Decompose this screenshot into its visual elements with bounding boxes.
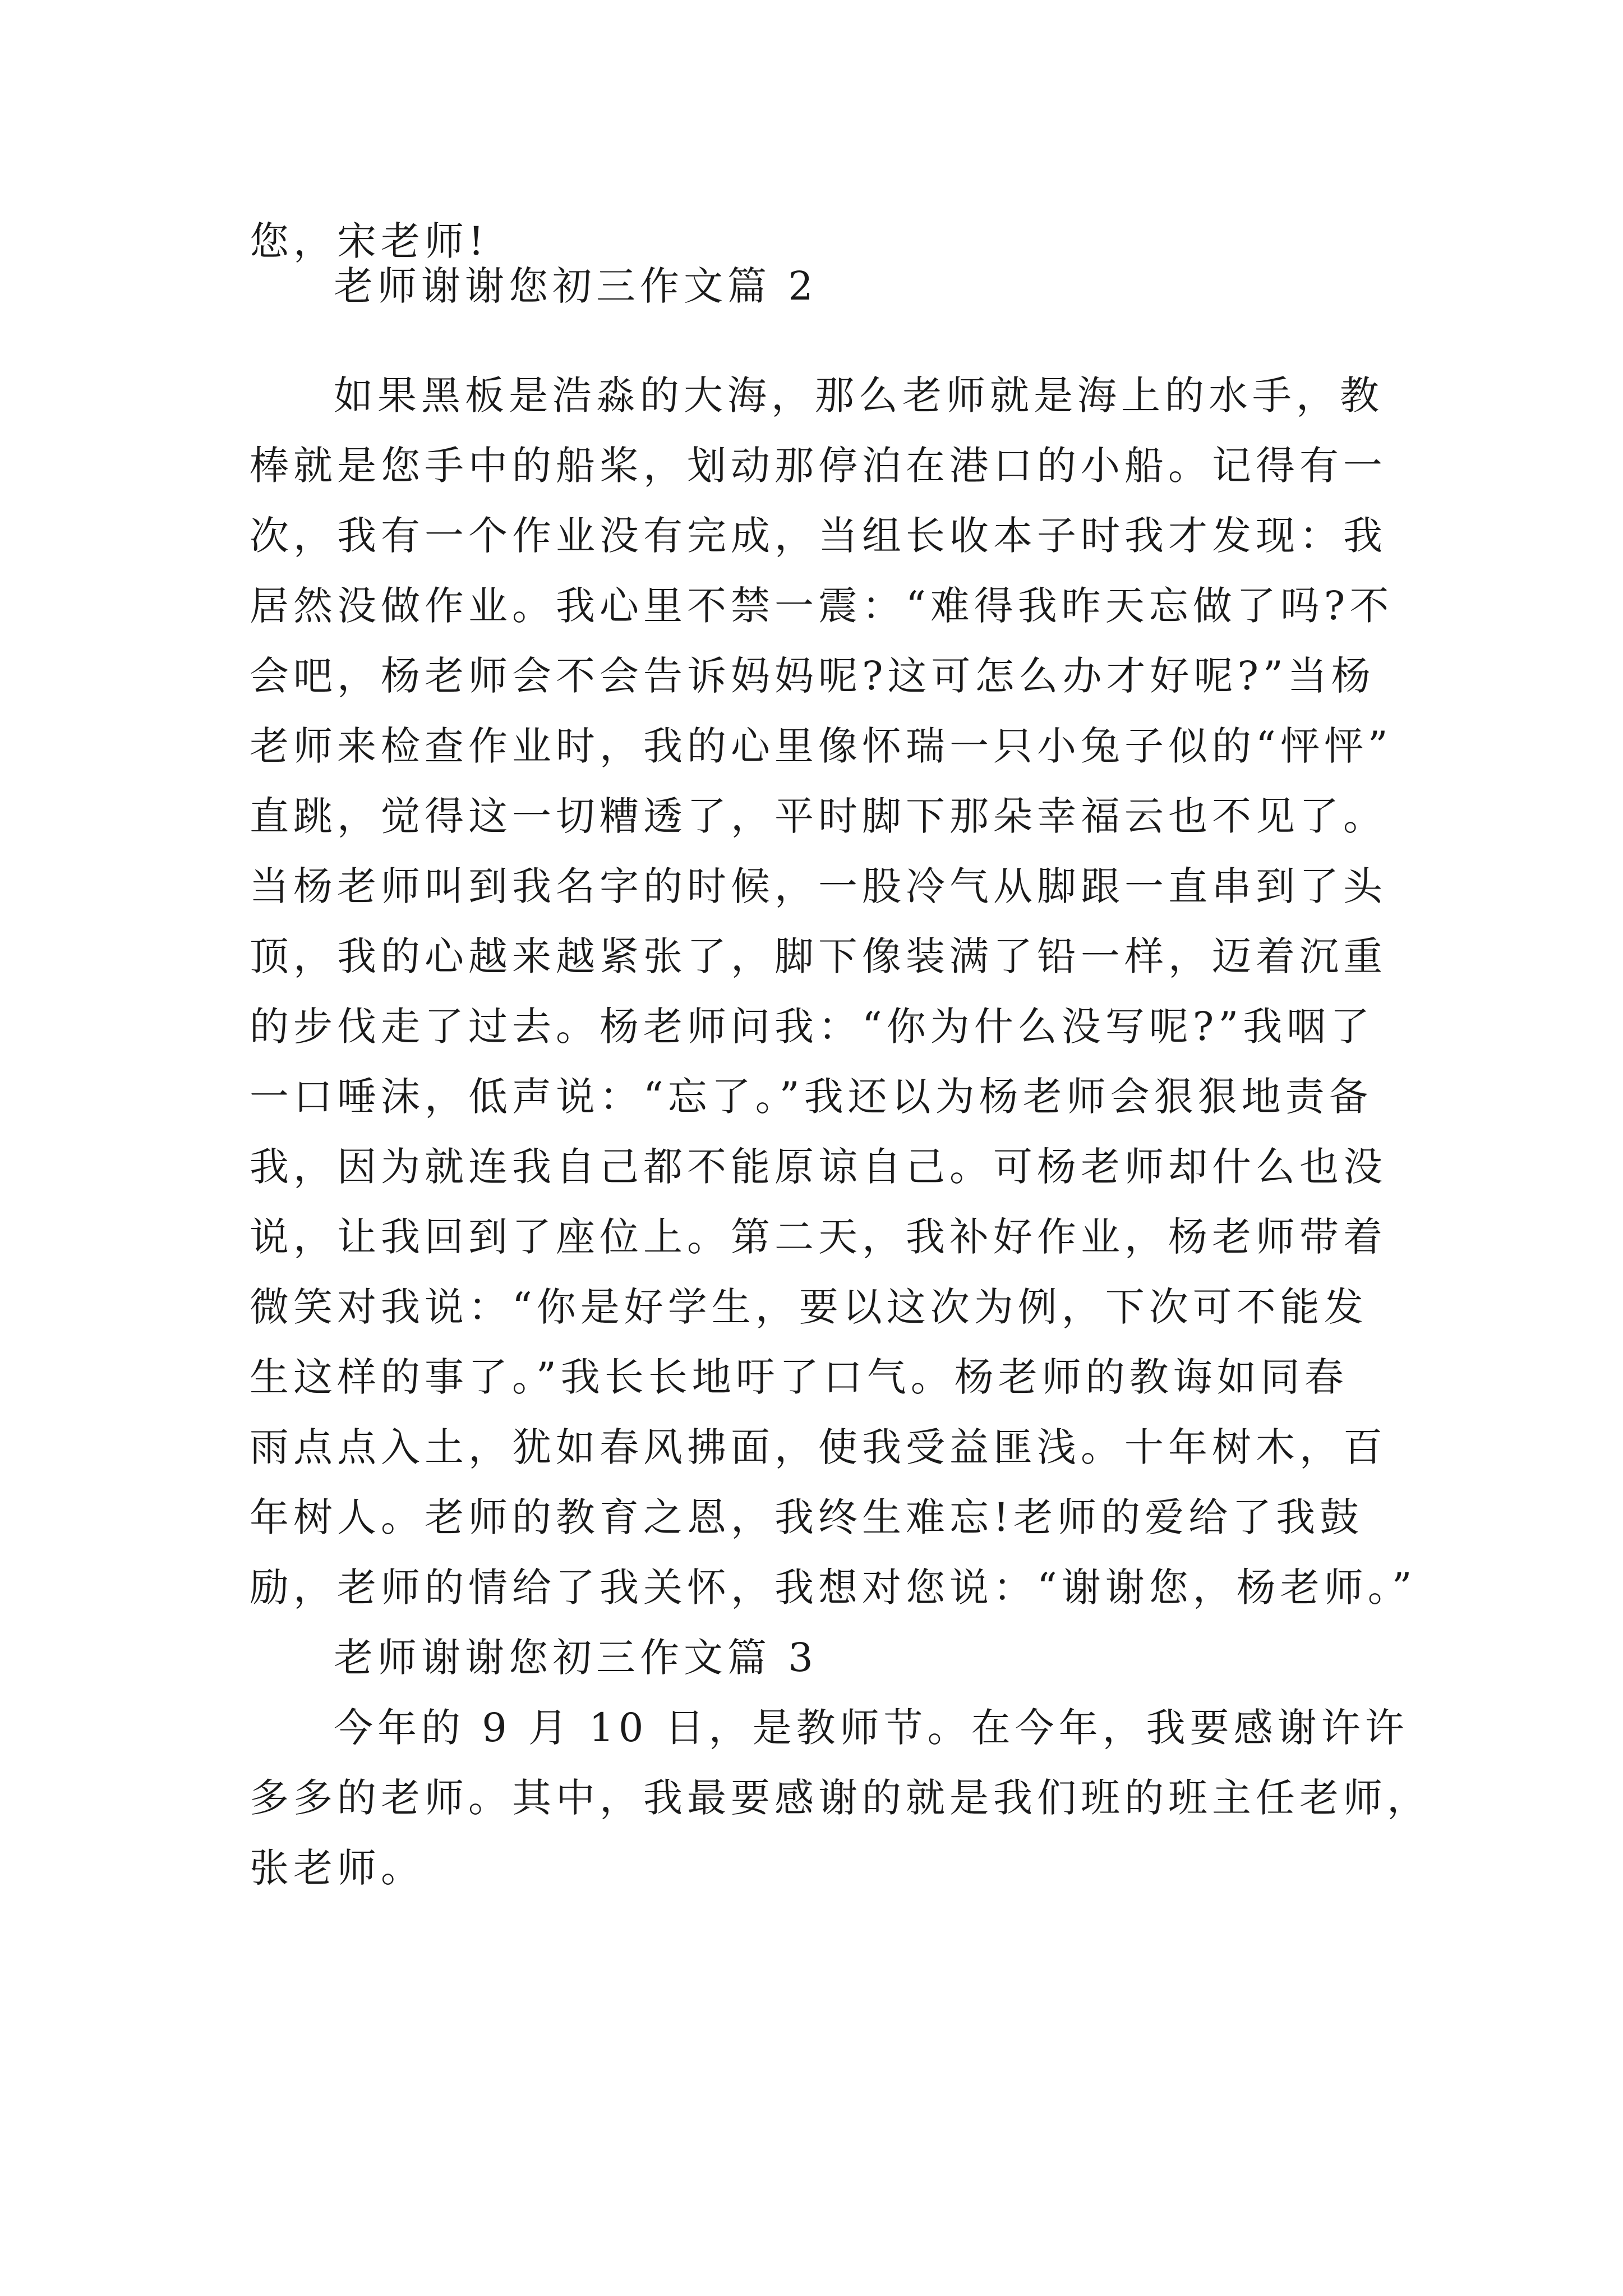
paragraph-first-line: 如果黑板是浩淼的大海，那么老师就是海上的水手，教 bbox=[334, 372, 1384, 418]
text-line: 顶，我的心越来越紧张了，脚下像装满了铅一样，迈着沉重 bbox=[250, 933, 1387, 979]
text-line: 的步伐走了过去。杨老师问我：“你为什么没写呢?”我咽了 bbox=[250, 1004, 1375, 1050]
text-line: 老师来检查作业时，我的心里像怀瑞一只小兔子似的“怦怦” bbox=[250, 723, 1393, 769]
text-line: 多多的老师。其中，我最要感谢的就是我们班的班主任老师， bbox=[250, 1775, 1431, 1821]
text-line: 居然没做作业。我心里不禁一震：“难得我昨天忘做了吗?不 bbox=[250, 583, 1394, 629]
section-heading: 老师谢谢您初三作文篇 3 bbox=[334, 1635, 818, 1681]
text-line: 棒就是您手中的船桨，划动那停泊在港口的小船。记得有一 bbox=[250, 443, 1387, 489]
text-line: 生这样的事了。”我长长地吁了口气。杨老师的教诲如同春 bbox=[250, 1354, 1348, 1400]
text-line: 张老师。 bbox=[250, 1845, 425, 1891]
text-line: 我，因为就连我自己都不能原谅自己。可杨老师却什么也没 bbox=[250, 1144, 1387, 1190]
paragraph-first-line: 今年的 9 月 10 日，是教师节。在今年，我要感谢许许 bbox=[334, 1705, 1409, 1751]
text-line: 您，宋老师! bbox=[250, 218, 489, 264]
text-line: 次，我有一个作业没有完成，当组长收本子时我才发现：我 bbox=[250, 513, 1387, 559]
text-line: 会吧，杨老师会不会告诉妈妈呢?这可怎么办才好呢?”当杨 bbox=[250, 653, 1375, 699]
section-heading: 老师谢谢您初三作文篇 2 bbox=[334, 263, 818, 309]
text-line: 直跳，觉得这一切糟透了，平时脚下那朵幸福云也不见了。 bbox=[250, 793, 1387, 839]
text-line: 年树人。老师的教育之恩，我终生难忘!老师的爱给了我鼓 bbox=[250, 1494, 1364, 1540]
text-line: 一口唾沫，低声说：“忘了。”我还以为杨老师会狠狠地责备 bbox=[250, 1074, 1373, 1120]
text-line: 当杨老师叫到我名字的时候，一股冷气从脚跟一直串到了头 bbox=[250, 863, 1387, 909]
text-line: 说，让我回到了座位上。第二天，我补好作业，杨老师带着 bbox=[250, 1214, 1387, 1260]
text-line: 励，老师的情给了我关怀，我想对您说：“谢谢您，杨老师。” bbox=[250, 1565, 1417, 1611]
text-line: 微笑对我说：“你是好学生，要以这次为例，下次可不能发 bbox=[250, 1284, 1368, 1330]
text-line: 雨点点入土，犹如春风拂面，使我受益匪浅。十年树木，百 bbox=[250, 1424, 1387, 1470]
